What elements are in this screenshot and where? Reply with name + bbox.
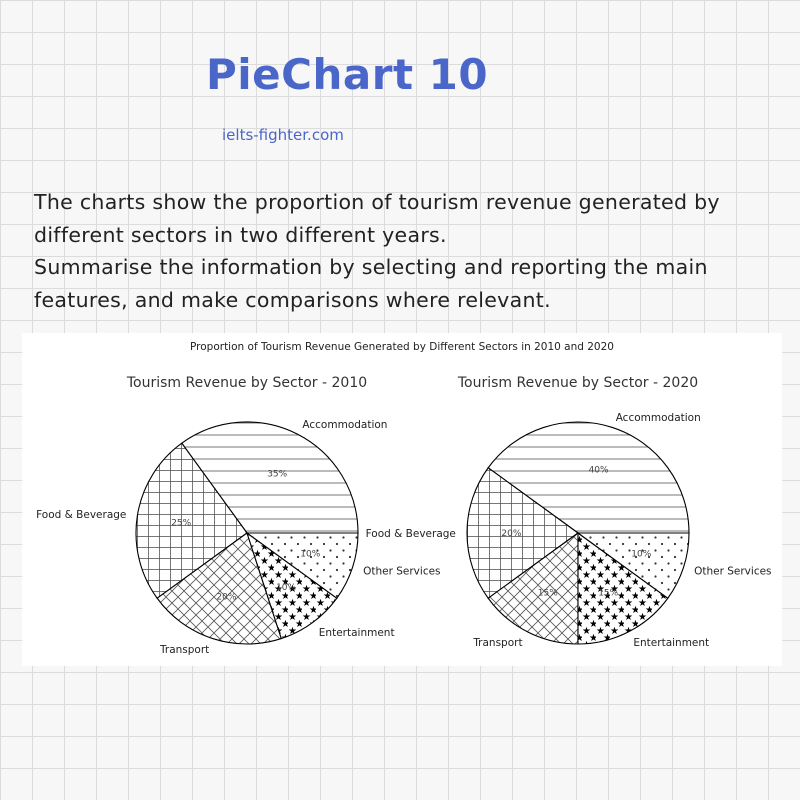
task-line-1: The charts show the proportion of tourism revenue generated by different sectors in two different years. xyxy=(34,190,720,247)
pie-charts xyxy=(22,333,782,666)
pie-category-label: Food & Beverage xyxy=(36,508,127,521)
chart-panel xyxy=(22,333,782,666)
pie-category-label: Accommodation xyxy=(615,411,701,424)
pie-category-label: Food & Beverage xyxy=(365,528,456,540)
pie-pct-label: 20% xyxy=(501,529,522,539)
pie-pct-label: 20% xyxy=(216,592,237,603)
pie-category-label: Other Services xyxy=(363,565,441,578)
pie-title-1: Tourism Revenue by Sector - 2020 xyxy=(457,375,699,391)
pie-category-label: Entertainment xyxy=(633,636,710,649)
pie-category-label: Entertainment xyxy=(318,626,395,639)
pie-pct-label: 10% xyxy=(276,582,297,593)
pie-pct-label: 10% xyxy=(300,549,321,560)
task-prompt xyxy=(34,186,784,316)
task-line-2: Summarise the information by selecting and reporting the main features, and make comparisons where relevant. xyxy=(34,255,708,312)
site-url: ielts-fighter.com xyxy=(222,126,344,144)
pie-pct-label: 15% xyxy=(537,588,558,599)
page-title: PieChart 10 xyxy=(206,50,489,99)
pie-category-label: Accommodation xyxy=(302,419,388,432)
pie-pct-label: 15% xyxy=(598,588,619,599)
pie-pct-label: 25% xyxy=(171,518,192,529)
pie-category-label: Transport xyxy=(160,644,210,657)
pie-category-label: Transport xyxy=(473,636,523,649)
chart-suptitle: Proportion of Tourism Revenue Generated by Different Sectors in 2010 and 2020 xyxy=(190,341,614,353)
pie-pct-label: 35% xyxy=(267,469,288,480)
pie-pct-label: 40% xyxy=(588,465,609,476)
pie-pct-label: 10% xyxy=(631,549,652,560)
pie-title-0: Tourism Revenue by Sector - 2010 xyxy=(126,375,368,391)
pie-category-label: Other Services xyxy=(694,565,772,578)
